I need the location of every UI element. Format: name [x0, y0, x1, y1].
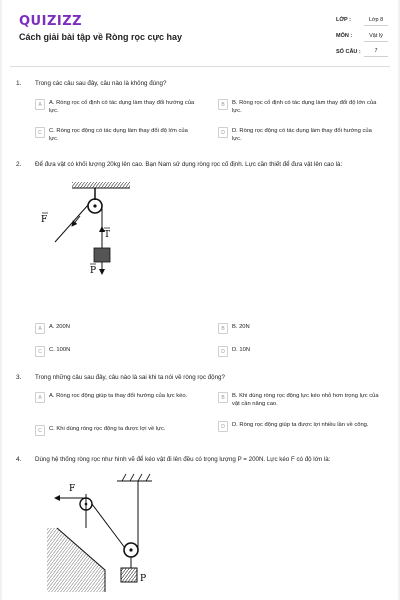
option-letter-box: D	[218, 127, 228, 138]
load-block	[94, 248, 110, 262]
worksheet-page	[2, 0, 398, 600]
question-4-number: 4.	[16, 456, 22, 463]
page-title: Cách giải bài tập về Ròng rọc cực hay	[19, 32, 183, 42]
movable-pulley-figure	[47, 470, 187, 592]
option-text: A. Ròng rọc cố định có tác dụng làm thay đổi hướng của lực.	[49, 100, 195, 114]
force-label: F	[41, 215, 48, 225]
weight-label: P	[90, 266, 97, 276]
option-letter-box: B	[218, 99, 228, 110]
option-text: C. 100N	[49, 347, 71, 353]
option-letter-box: A	[35, 99, 45, 110]
option-letter-box: B	[218, 392, 228, 403]
option-text: B. Ròng rọc cố định có tác dụng làm thay đổi độ lớn của lực.	[232, 100, 377, 114]
option-text: D. 10N	[232, 347, 251, 353]
q2-option-c[interactable]	[35, 346, 199, 357]
quizizz-logo: QUIZIZZ	[19, 14, 83, 29]
q3-option-b[interactable]	[218, 392, 382, 408]
option-text: B. 20N	[232, 324, 250, 330]
option-letter-box: B	[218, 323, 228, 334]
question-3-text: Trong những câu sau đây, câu nào là sai khi ta nói về ròng rọc động?	[35, 374, 225, 381]
option-text: A. Ròng rọc động giúp ta thay đổi hướng của lực kéo.	[49, 393, 188, 399]
subject-label: MÔN :	[336, 33, 353, 39]
question-4-text: Dùng hệ thống ròng rọc như hình vẽ để kéo vật đi lên đều có trọng lượng P = 200N. Lực kéo F có độ lớn là:	[35, 456, 331, 463]
subject-value: Vật lý	[364, 33, 388, 42]
header-divider	[10, 66, 390, 67]
grade-value: Lớp 8	[364, 17, 388, 26]
question-count-label: SỐ CÂU :	[336, 49, 361, 55]
option-letter-box: D	[218, 346, 228, 357]
q3-option-c[interactable]	[35, 425, 199, 436]
option-text: C. Khi dùng ròng rọc động ta được lợi về lực.	[49, 426, 166, 432]
ceiling-hatch	[72, 182, 130, 188]
q3-option-a[interactable]	[35, 392, 199, 403]
question-count-value: 7	[364, 48, 388, 57]
question-1-number: 1.	[16, 80, 22, 87]
question-3-number: 3.	[16, 374, 22, 381]
option-letter-box: C	[35, 425, 45, 436]
option-text: C. Ròng rọc động có tác dụng làm thay đổi độ lớn của lực.	[49, 128, 188, 142]
question-2-number: 2.	[16, 161, 22, 168]
question-2-text: Để đưa vật có khối lượng 20kg lên cao. Bạn Nam sử dụng ròng rọc cố định. Lực cần thiết để đưa vật lên cao là:	[35, 161, 343, 168]
q1-option-b[interactable]	[218, 99, 382, 115]
q2-option-a[interactable]	[35, 323, 199, 334]
q1-option-c[interactable]	[35, 127, 199, 143]
q2-option-b[interactable]	[218, 323, 382, 334]
fixed-pulley-figure	[42, 175, 162, 285]
question-1-text: Trong các câu sau đây, câu nào là không đúng?	[35, 80, 167, 87]
option-letter-box: A	[35, 323, 45, 334]
q3-option-d[interactable]	[218, 421, 382, 432]
weight-label: P	[140, 574, 147, 584]
option-text: A. 200N	[49, 324, 70, 330]
tension-label: T	[104, 230, 111, 240]
q1-option-a[interactable]	[35, 99, 199, 115]
option-letter-box: A	[35, 392, 45, 403]
option-letter-box: C	[35, 127, 45, 138]
option-text: D. Ròng rọc động giúp ta được lợi nhiều lần về công.	[232, 422, 369, 428]
option-letter-box: D	[218, 421, 228, 432]
option-letter-box: C	[35, 346, 45, 357]
q2-option-d[interactable]	[218, 346, 382, 357]
q1-option-d[interactable]	[218, 127, 382, 143]
grade-label: LỚP :	[336, 17, 351, 23]
load-block	[121, 568, 137, 582]
force-label: F	[69, 484, 76, 494]
option-text: B. Khi dùng ròng rọc động lực kéo nhỏ hơn trọng lực của vật cần nâng cao.	[232, 393, 379, 407]
option-text: D. Ròng rọc động có tác dụng làm thay đổi hướng của lực.	[232, 128, 372, 142]
